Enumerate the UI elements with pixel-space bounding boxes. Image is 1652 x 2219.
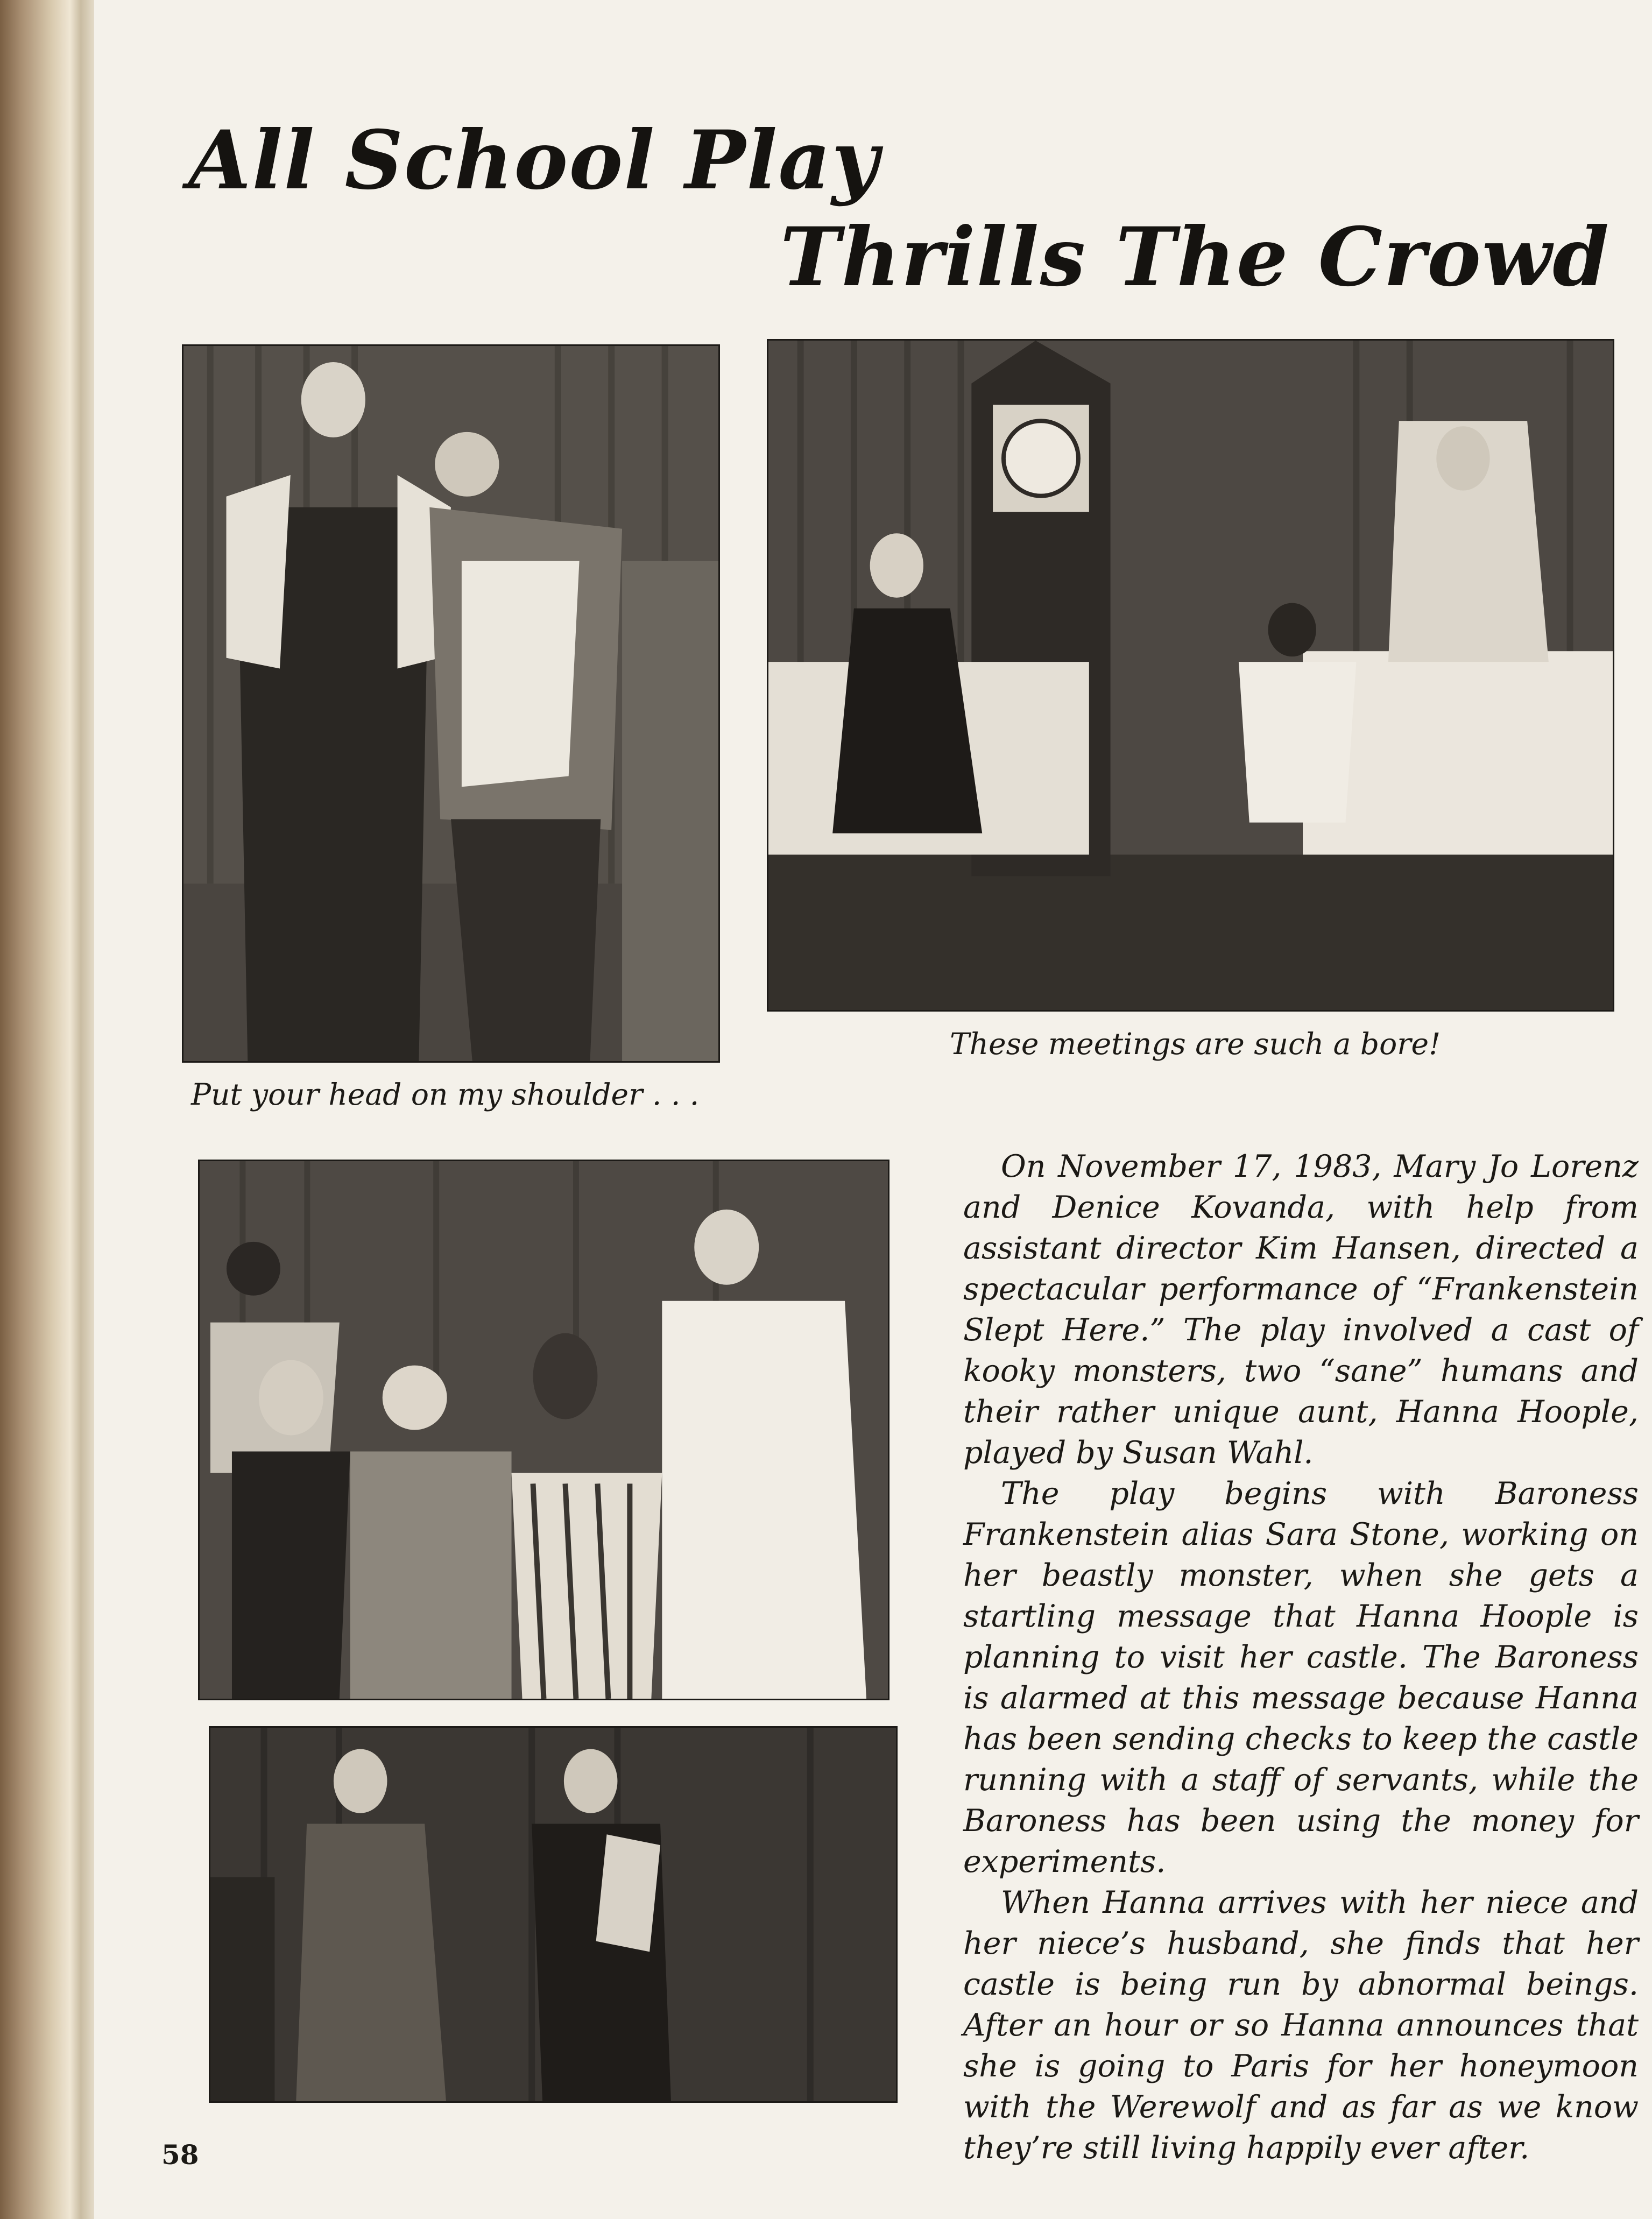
headline-line-1: All School Play <box>188 113 880 208</box>
photo-two-actors-image <box>183 346 718 1061</box>
photo-two-actresses <box>209 1726 898 2103</box>
book-binding <box>0 0 97 2219</box>
caption-photo-2: These meetings are such a bore! <box>950 1027 1441 1061</box>
photo-two-actresses-image <box>210 1728 896 2101</box>
photo-cast-group <box>198 1160 889 1700</box>
article-paragraph-3: When Hanna arrives with her niece and her niece’s husband, she finds that her castle is being run by abnormal beings. After an hour or so Hanna announces that she is going to Paris for her honeymoon with the Werewolf and as far as we know they’re still living happily ever after. <box>963 1885 1639 2166</box>
article-body <box>963 1146 1639 2168</box>
article-paragraph-1: On November 17, 1983, Mary Jo Lorenz and Denice Kovanda, with help from assistant director Kim Hansen, directed a spectacular performance of “Frankenstein Slept Here.” The play involved a cast of kooky monsters, two “sane” humans and their rather unique aunt, Hanna Hoople, played by Susan Wahl. <box>963 1149 1639 1471</box>
page-number: 58 <box>161 2139 199 2171</box>
photo-cast-group-image <box>200 1161 888 1699</box>
photo-meeting-scene-image <box>768 341 1613 1010</box>
photo-two-actors <box>182 344 720 1063</box>
photo-meeting-scene <box>767 339 1614 1012</box>
caption-photo-1: Put your head on my shoulder . . . <box>191 1077 700 1112</box>
headline-line-2: Thrills The Crowd <box>780 210 1611 305</box>
article-paragraph-2: The play begins with Baroness Frankenstein alias Sara Stone, working on her beastly monster, when she gets a startling message that Hanna Hoople is planning to visit her castle. The Baroness is alarmed at this message because Hanna has been sending checks to keep the castle running with a staff of servants, while the Baroness has been using the money for experiments. <box>963 1476 1639 1879</box>
